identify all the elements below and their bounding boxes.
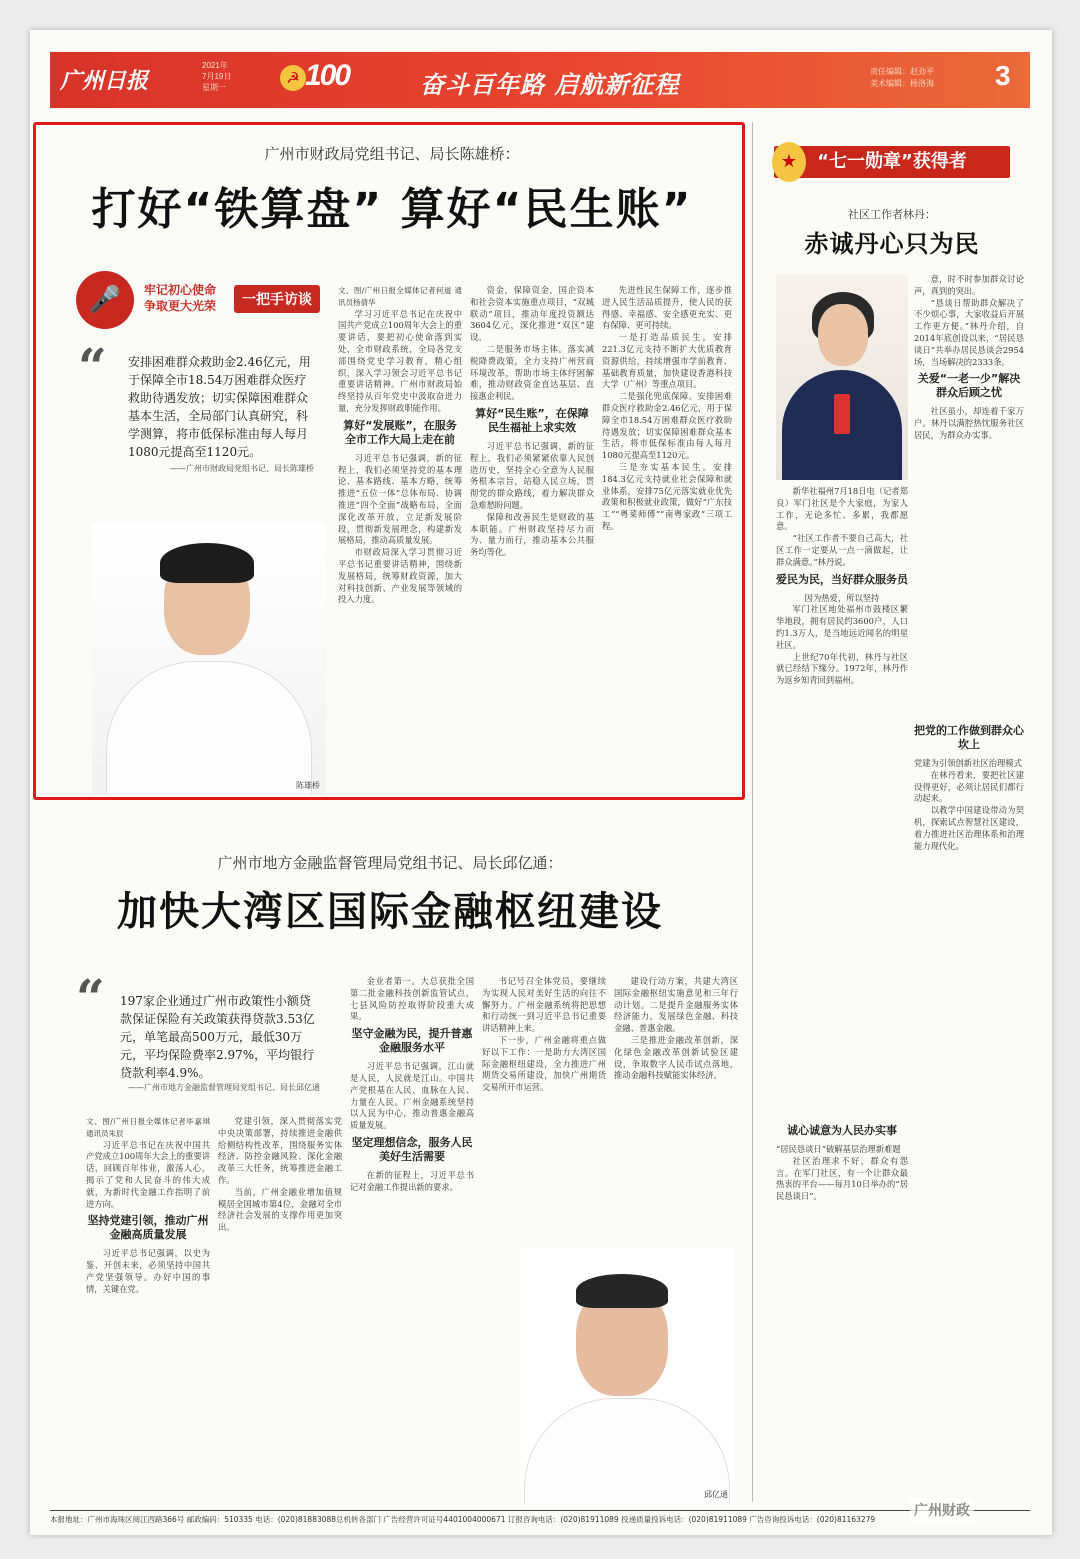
article-3-column-d xyxy=(776,1120,908,1502)
editor-in-charge: 责任编辑：赵劲平 xyxy=(870,67,934,76)
subheading: 把党的工作做到群众心坎上 xyxy=(914,724,1024,751)
article-2-column-2 xyxy=(218,1116,342,1502)
art-editor: 美术编辑：杨洛海 xyxy=(870,79,934,88)
article-2-column-3 xyxy=(350,976,474,1502)
article-1-column-1 xyxy=(338,285,462,795)
dateline: 新华社福州7月18日电（记者郑良）军门社区是个大家庭，为家人工作，无论多忙、多累，我都愿意。 xyxy=(776,486,908,532)
article-1-column-3 xyxy=(602,285,732,795)
article-1-headline: 打好“铁算盘” 算好“民生账” xyxy=(91,184,693,235)
paragraph: 三是推进金融改革创新，深化绿色金融改革创新试验区建设，争取数字人民币试点落地，推动金融科技赋能实体经济。 xyxy=(614,1034,738,1081)
issue-date xyxy=(202,60,231,93)
article-3-headline: 赤诚丹心只为民 xyxy=(804,230,980,258)
photo-caption: 陈雄桥 xyxy=(296,781,320,790)
paragraph: “恳谈日帮助群众解决了不少烦心事，大家收益后开展工作更方便。”林丹介绍，自2014年底创设以来，“居民恳谈日”共举办居民恳谈会2954场，当场解决的2333条。 xyxy=(914,297,1024,367)
paragraph: 习近平总书记强调，新的征程上，我们必须紧紧依靠人民创造历史，坚持全心全意为人民服务根本宗旨，站稳人民立场，贯彻党的群众路线，着力解决群众急难愁盼问题。 xyxy=(470,440,594,510)
paragraph: 习近平总书记在庆祝中国共产党成立100周年大会上的重要讲话，回顾百年伟业，激荡人心，揭示了党和人民奋斗的伟大成就，为新时代金融工作指明了前进方向。 xyxy=(86,1139,210,1209)
article-3-column-c xyxy=(914,720,1024,1100)
column-divider xyxy=(752,122,753,1502)
article-1-kicker: 广州市财政局党组书记、局长陈雄桥： xyxy=(264,145,520,163)
paragraph: 习近平总书记强调，新的征程上，我们必须坚持党的基本理论、基本路线、基本方略，统筹推进“五位一体”总体布局、协调推进“四个全面”战略布局，全面深化改革开放，立足新发展阶段，贯彻新发展理念，构建新发展格局，推动高质量发展。 xyxy=(338,452,462,546)
quote-mark-icon: “ xyxy=(78,337,107,396)
portrait-body xyxy=(524,1398,730,1504)
paragraph: 习近平总书记强调，江山就是人民，人民就是江山。中国共产党根基在人民、血脉在人民、力量在人民。广州金融系统坚持以人民为中心，推动普惠金融高质量发展。 xyxy=(350,1061,474,1131)
paragraph: 军门社区地处福州市鼓楼区繁华地段，拥有居民约3600户，人口约1.3万人，是当地远近闻名的明星社区。 xyxy=(776,604,908,650)
party-emblem-icon: ☭ xyxy=(280,65,306,91)
subheading: 关爱“一老一少”解决群众后顾之忧 xyxy=(917,372,1021,400)
article-1-quote-source: ——广州市财政局党组书记、局长陈雄桥 xyxy=(170,464,314,473)
subheading: 算好“民生账”，在保障民生福祉上求实效 xyxy=(475,406,589,434)
portrait-face xyxy=(818,304,868,366)
article-2-pull-quote: 197家企业通过广州市政策性小额贷款保证保险有关政策获得贷款3.53亿元，单笔最高500万元，最低30万元，平均保险费率2.97%，平均银行贷款利率4.9%。 xyxy=(120,994,315,1080)
article-3-column-b xyxy=(776,486,908,906)
page-slogan: 奋斗百年路 启航新征程 xyxy=(420,71,680,99)
subheading-note: 因为热爱，所以坚持 xyxy=(804,592,880,603)
badge-line-2: 争取更大光荣 xyxy=(144,299,217,313)
subheading-note: 党建为引领创新社区治理模式 xyxy=(914,758,1022,768)
paragraph: 社区虽小，却连着千家万户。林丹以满腔热忱服务社区居民，为群众办实事。 xyxy=(914,406,1024,440)
wechat-watermark: 广州财政 xyxy=(910,1498,974,1522)
badge-line-1: 牢记初心使命 xyxy=(144,283,217,297)
centenary-badge: 100 xyxy=(305,59,350,92)
date-weekday: 星期一 xyxy=(202,83,226,92)
paragraph: “社区工作者不要自己高大，社区工作一定要从一点一滴做起，让群众满意。”林丹说。 xyxy=(776,533,908,567)
paragraph: 党建引领，深入贯彻落实党中央决策部署，持续推进金融供给侧结构性改革，围绕服务实体经济、防控金融风险、深化金融改革三大任务，统筹推进金融工作。 xyxy=(218,1116,342,1185)
paragraph: 二是强化兜底保障。安排困难群众医疗救助金2.46亿元，用于保障全市18.54万困难群众医疗救助待遇发放；切实保障困难群众基本生活，将市低保标准由每人每月1080元提高至1120元。 xyxy=(602,391,732,461)
subheading: 坚定理想信念，服务人民美好生活需要 xyxy=(351,1135,473,1163)
subheading: 算好“发展账”，在服务全市工作大局上走在前 xyxy=(343,418,457,446)
editor-credits xyxy=(870,66,934,90)
paragraph: 社区治理求不好，群众有怨言。在军门社区，有一个让群众最热衷的平台——每月10日举办的“居民恳谈日”。 xyxy=(776,1155,908,1202)
article-2-quote-source: ——广州市地方金融监督管理局党组书记、局长邱亿通 xyxy=(128,1083,320,1092)
article-1-column-2 xyxy=(470,285,594,795)
paragraph: 二是服务市场主体。落实减税降费政策，全力支持广州营商环境改革，帮助市场主体纾困解难，推动财政资金直达基层、直接惠企利民。 xyxy=(470,343,594,402)
portrait-hair xyxy=(576,1274,668,1308)
paragraph: 一是打造品质民生。安排221.3亿元支持不断扩大优质教育资源供给，持续增强市学前教育、基础教育质量，加快建设香港科技大学（广州）等重点项目。 xyxy=(602,332,732,390)
paragraph: 习近平总书记强调，以史为鉴、开创未来，必须坚持中国共产党坚强领导。办好中国的事情，关键在党。 xyxy=(86,1248,210,1294)
paragraph: 市财政局深入学习贯彻习近平总书记重要讲话精神，围绕新发展格局，统筹财政资源，加大对科技创新、产业发展等领域的投入力度。 xyxy=(338,547,462,605)
article-2-column-5 xyxy=(614,976,738,1238)
paragraph: 在新的征程上，习近平总书记对金融工作提出新的要求。 xyxy=(350,1169,474,1192)
subheading: 坚持党建引领，推动广州金融高质量发展 xyxy=(87,1214,209,1242)
medal-ribbon-icon xyxy=(834,394,850,434)
byline: 文、图/广州日报全媒体记者毕嘉琪 通讯员朱辰 xyxy=(86,1117,210,1138)
paragraph: 金业者第一。大总获批全国第二批金融科技创新监管试点，七县风险防控取得阶段重大成果。 xyxy=(350,976,474,1022)
paragraph: 在林丹看来，要把社区建设得更好，必须让居民们都行动起来。 xyxy=(914,769,1024,804)
masthead xyxy=(50,52,1030,108)
paragraph: 三是夯实基本民生。安排184.3亿元支持就业社会保障和就业体系，安排75亿元落实就业优先政策和积极就业政策，做好“广东技工”“粤菜师傅”“南粤家政”三项工程。 xyxy=(602,461,732,531)
paragraph: 上世纪70年代初，林丹与社区就已经结下缘分。1972年，林丹作为返乡知青回到福州。 xyxy=(776,651,908,686)
paragraph: 资金，保障资金，国企资本和社会资本实施重点项目，“双城联动”项目，推动年度投资额达3604亿元，深化推进“双区”建设。 xyxy=(470,285,594,343)
date-year: 2021年 xyxy=(202,61,228,70)
column-tag: 一把手访谈 xyxy=(234,285,320,313)
medal-icon: ★ xyxy=(772,142,806,182)
newspaper-logo: 广州日报 xyxy=(60,68,149,93)
page-number: 3 xyxy=(995,60,1011,91)
subheading-note: “居民恳谈日”破解基层治理新难题 xyxy=(776,1144,901,1154)
portrait-photo-chen xyxy=(92,523,326,795)
paragraph: 意，时不时参加群众讨论声，真到的突出。 xyxy=(914,274,1024,296)
photo-caption: 邱亿通 xyxy=(704,1490,728,1499)
article-1-frame[interactable] xyxy=(33,122,745,800)
portrait-hair xyxy=(160,543,254,583)
microphone-icon: 🎤 xyxy=(76,271,134,329)
article-1-pull-quote: 安排困难群众救助金2.46亿元，用于保障全市18.54万困难群众医疗救助待遇发放；切实保障困难群众基本生活，全局部门认真研究，科学测算，将市低保标准由每人每月1080元提高至1120元。 xyxy=(128,355,311,459)
quote-mark-icon: “ xyxy=(76,968,105,1027)
byline: 文、图/广州日报全媒体记者何道 通讯员杨倩华 xyxy=(338,286,462,307)
article-2-column-4 xyxy=(482,976,606,1238)
article-2-column-1 xyxy=(86,1116,210,1502)
paragraph: 书记号召全体党员，要继续为实现人民对美好生活的向往不懈努力。广州金融系统将把思想和行动统一到习近平总书记重要讲话精神上来。 xyxy=(482,976,606,1034)
paragraph: 保障和改善民生是财政的基本职能。广州财政坚持尽力而为、量力而行，推动基本公共服务均等化。 xyxy=(470,511,594,558)
article-3-kicker: 社区工作者林丹： xyxy=(848,208,936,221)
article-2-headline: 加快大湾区国际金融枢纽建设 xyxy=(117,889,663,935)
medal-recipient-banner: “七一勋章”获得者 xyxy=(774,146,1010,178)
article-3-column-a xyxy=(914,274,1024,714)
page-footer: 本报地址：广州市海珠区阅江西路366号 邮政编码：510335 电话：(020)81883088总机转各部门 广告经营许可证号4401004000671 订报咨询电话：(020)81911089 投递质量投诉电话：(020)81911089 广告咨询投诉电话：(020)81163279 xyxy=(50,1510,1030,1528)
interview-badge xyxy=(76,265,336,329)
newspaper-page xyxy=(30,30,1052,1535)
subheading: 诚心诚意为人民办实事 xyxy=(787,1124,897,1137)
subheading: 坚守金融为民，提升普惠金融服务水平 xyxy=(351,1027,473,1055)
article-2-kicker: 广州市地方金融监督管理局党组书记、局长邱亿通： xyxy=(217,854,563,872)
paragraph: 建设行动方案，共建大湾区国际金融枢纽实施意见和三年行动计划。二是提升金融服务实体经济能力，发展绿色金融、科技金融、普惠金融。 xyxy=(614,976,738,1034)
date-day: 7月19日 xyxy=(202,72,232,81)
portrait-body xyxy=(106,661,312,795)
subheading: 爱民为民，当好群众服务员 xyxy=(776,572,908,586)
paragraph: 先进性民生保障工作，逐步推进人民生活品质提升，使人民的获得感、幸福感、安全感更充实、更有保障、更可持续。 xyxy=(602,285,732,331)
portrait-photo-lin xyxy=(776,274,908,480)
paragraph: 当前，广州金融业增加值规模居全国城市第4位，金融对全市经济社会发展的支撑作用更加突出。 xyxy=(218,1186,342,1233)
paragraph: 以教学中国建设带动为契机，探索试点智慧社区建设，着力推进社区治理体系和治理能力现代化。 xyxy=(914,805,1024,851)
paragraph: 学习习近平总书记在庆祝中国共产党成立100周年大会上的重要讲话，要把初心使命落到实处，全市财政系统，全局各党支部围绕党史学习教育，精心组织，深入学习领会习近平总书记重要讲话精神。广州市财政局始终坚持从百年党史中汲取奋进力量，充分发挥财政职能作用。 xyxy=(338,308,462,413)
portrait-photo-qiu xyxy=(520,1248,734,1504)
paragraph: 下一步，广州金融将重点做好以下工作：一是助力大湾区国际金融枢纽建设，全力推进广州期货交易所建设，加快广州期货交易所开市运营。 xyxy=(482,1034,606,1093)
